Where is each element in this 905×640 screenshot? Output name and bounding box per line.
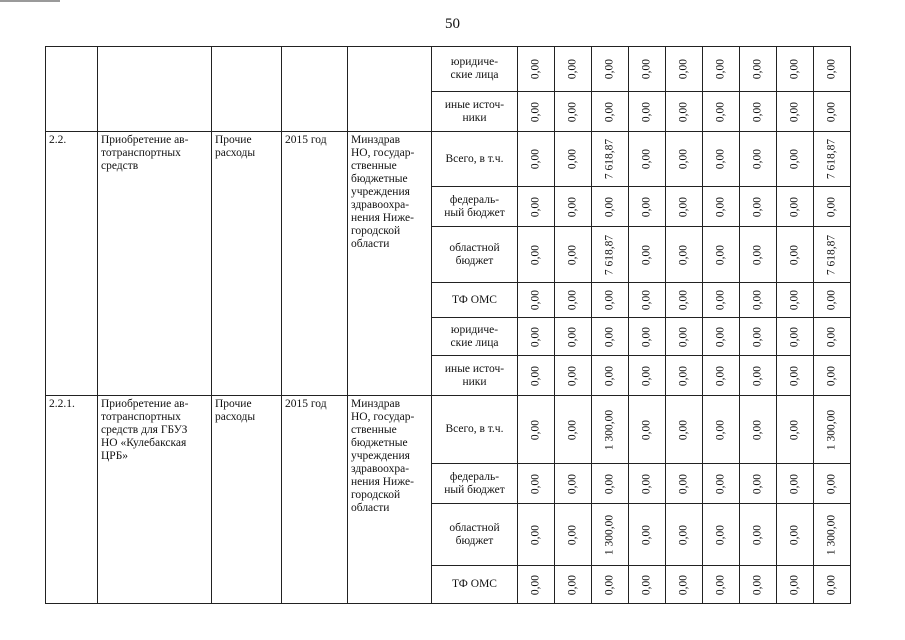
value-cell (666, 396, 703, 464)
value-text: 0,00 (751, 574, 764, 595)
value-text: 0,00 (788, 101, 801, 122)
value-cell (592, 396, 629, 464)
value-text: 0,00 (529, 196, 542, 217)
value-text: 0,00 (751, 289, 764, 311)
value-cell (814, 396, 851, 464)
value-cell (777, 396, 814, 464)
value-text: 0,00 (825, 289, 838, 311)
value-cell (629, 318, 666, 356)
value-cell (555, 356, 592, 396)
value-text: 1 300,00 (825, 409, 838, 450)
value-text: 1 300,00 (603, 514, 616, 555)
value-text: 0,00 (529, 524, 542, 545)
funding-source-cell: иные источ- ники (432, 92, 518, 132)
value-cell (666, 227, 703, 283)
value-text: 0,00 (603, 196, 616, 217)
value-text: 0,00 (825, 101, 838, 122)
value-cell (740, 187, 777, 227)
value-text: 7 618,87 (825, 234, 838, 275)
value-text: 0,00 (751, 101, 764, 122)
expense-type-cell (212, 47, 282, 132)
value-cell (814, 356, 851, 396)
value-text: 0,00 (603, 574, 616, 595)
value-cell (518, 356, 555, 396)
value-cell (703, 92, 740, 132)
value-cell (555, 566, 592, 604)
value-cell (518, 187, 555, 227)
value-text: 0,00 (788, 419, 801, 440)
value-text: 0,00 (751, 524, 764, 545)
value-text: 7 618,87 (603, 138, 616, 180)
value-text: 0,00 (640, 244, 653, 265)
value-cell (740, 464, 777, 504)
value-text: 1 300,00 (603, 409, 616, 450)
value-text: 0,00 (529, 58, 542, 80)
value-text: 0,00 (677, 326, 690, 347)
table-row (46, 132, 851, 187)
value-cell (592, 283, 629, 318)
value-text: 0,00 (640, 524, 653, 545)
value-cell (629, 227, 666, 283)
value-text: 7 618,87 (603, 234, 616, 275)
funding-source-cell: юридиче- ские лица (432, 318, 518, 356)
value-text: 0,00 (788, 574, 801, 595)
item-name-cell: Приобретение ав- тотранспортных средств для ГБУЗ НО «Кулебакская ЦРБ» (98, 396, 212, 604)
value-cell (740, 283, 777, 318)
value-cell (777, 132, 814, 187)
funding-source-cell: федераль- ный бюджет (432, 464, 518, 504)
value-text: 0,00 (529, 326, 542, 347)
executor-cell: Минздрав НО, государ- ственные бюджетные учреждения здравоохра- нения Ниже- городской области (348, 132, 432, 396)
value-text: 0,00 (677, 148, 690, 170)
value-text: 0,00 (714, 148, 727, 170)
period-cell (282, 47, 348, 132)
value-text: 0,00 (529, 289, 542, 311)
value-cell (555, 396, 592, 464)
value-text: 1 300,00 (825, 514, 838, 555)
value-cell (629, 566, 666, 604)
value-text: 0,00 (751, 326, 764, 347)
value-cell (592, 92, 629, 132)
value-cell (703, 356, 740, 396)
value-cell (777, 47, 814, 92)
value-cell (666, 92, 703, 132)
value-cell (814, 566, 851, 604)
value-text: 0,00 (566, 574, 579, 595)
value-cell (703, 283, 740, 318)
value-cell (703, 566, 740, 604)
value-text: 0,00 (714, 196, 727, 217)
value-text: 0,00 (566, 419, 579, 440)
value-cell (814, 187, 851, 227)
value-cell (555, 132, 592, 187)
value-text: 0,00 (566, 244, 579, 265)
value-text: 0,00 (640, 58, 653, 80)
value-cell (777, 464, 814, 504)
value-cell (666, 356, 703, 396)
value-text: 0,00 (640, 101, 653, 122)
value-text: 0,00 (529, 419, 542, 440)
value-text: 0,00 (751, 365, 764, 386)
value-cell (740, 227, 777, 283)
value-text: 0,00 (751, 148, 764, 170)
value-cell (703, 227, 740, 283)
value-text: 0,00 (603, 289, 616, 311)
value-text: 0,00 (788, 196, 801, 217)
value-text: 0,00 (529, 244, 542, 265)
value-cell (740, 566, 777, 604)
value-cell (814, 318, 851, 356)
value-cell (592, 464, 629, 504)
funding-source-cell: областной бюджет (432, 504, 518, 566)
value-text: 0,00 (640, 148, 653, 170)
value-cell (777, 187, 814, 227)
value-text: 0,00 (788, 326, 801, 347)
value-text: 0,00 (714, 289, 727, 311)
value-cell (740, 356, 777, 396)
value-text: 0,00 (566, 326, 579, 347)
value-text: 0,00 (751, 244, 764, 265)
value-cell (518, 566, 555, 604)
funding-source-cell: иные источ- ники (432, 356, 518, 396)
funding-source-cell: ТФ ОМС (432, 283, 518, 318)
value-cell (740, 132, 777, 187)
value-text: 0,00 (640, 473, 653, 494)
value-cell (777, 227, 814, 283)
value-text: 0,00 (603, 101, 616, 122)
value-cell (555, 504, 592, 566)
value-text: 0,00 (566, 473, 579, 494)
value-text: 0,00 (566, 196, 579, 217)
value-cell (777, 318, 814, 356)
value-cell (777, 566, 814, 604)
value-text: 0,00 (566, 365, 579, 386)
funding-source-cell: Всего, в т.ч. (432, 396, 518, 464)
funding-source-cell: федераль- ный бюджет (432, 187, 518, 227)
value-text: 0,00 (751, 473, 764, 494)
value-cell (666, 132, 703, 187)
funding-source-cell: юридиче- ские лица (432, 47, 518, 92)
value-cell (518, 47, 555, 92)
value-text: 0,00 (529, 473, 542, 494)
value-cell (740, 504, 777, 566)
value-text: 7 618,87 (825, 138, 838, 180)
value-text: 0,00 (788, 289, 801, 311)
value-cell (518, 396, 555, 464)
value-cell (814, 464, 851, 504)
table-row (46, 396, 851, 464)
value-text: 0,00 (529, 148, 542, 170)
value-cell (592, 227, 629, 283)
value-cell (592, 504, 629, 566)
value-cell (666, 464, 703, 504)
value-cell (666, 318, 703, 356)
value-cell (629, 283, 666, 318)
period-cell: 2015 год (282, 132, 348, 396)
value-cell (518, 132, 555, 187)
value-cell (814, 132, 851, 187)
value-text: 0,00 (714, 365, 727, 386)
funding-source-cell: ТФ ОМС (432, 566, 518, 604)
value-cell (629, 396, 666, 464)
value-text: 0,00 (529, 365, 542, 386)
value-text: 0,00 (751, 419, 764, 440)
value-text: 0,00 (714, 244, 727, 265)
value-text: 0,00 (677, 58, 690, 80)
value-cell (518, 283, 555, 318)
value-text: 0,00 (640, 419, 653, 440)
value-cell (629, 92, 666, 132)
value-cell (703, 464, 740, 504)
value-cell (703, 504, 740, 566)
value-text: 0,00 (751, 196, 764, 217)
value-cell (592, 187, 629, 227)
value-cell (777, 504, 814, 566)
value-text: 0,00 (825, 365, 838, 386)
item-number-cell (46, 47, 98, 132)
item-name-cell (98, 47, 212, 132)
value-cell (629, 356, 666, 396)
value-text: 0,00 (677, 524, 690, 545)
value-cell (666, 566, 703, 604)
value-text: 0,00 (566, 101, 579, 122)
item-name-cell: Приобретение ав- тотранспортных средств (98, 132, 212, 396)
executor-cell (348, 47, 432, 132)
value-text: 0,00 (714, 101, 727, 122)
value-text: 0,00 (640, 289, 653, 311)
value-text: 0,00 (603, 58, 616, 80)
value-text: 0,00 (788, 365, 801, 386)
value-text: 0,00 (566, 58, 579, 80)
value-cell (703, 132, 740, 187)
value-text: 0,00 (714, 58, 727, 80)
value-text: 0,00 (640, 574, 653, 595)
value-cell (592, 566, 629, 604)
value-cell (555, 92, 592, 132)
value-cell (592, 47, 629, 92)
value-text: 0,00 (677, 419, 690, 440)
value-cell (777, 92, 814, 132)
value-text: 0,00 (825, 326, 838, 347)
value-text: 0,00 (714, 326, 727, 347)
value-text: 0,00 (529, 101, 542, 122)
funding-source-cell: областной бюджет (432, 227, 518, 283)
value-text: 0,00 (714, 419, 727, 440)
value-cell (629, 504, 666, 566)
value-text: 0,00 (566, 289, 579, 311)
period-cell: 2015 год (282, 396, 348, 604)
value-cell (629, 132, 666, 187)
value-cell (740, 318, 777, 356)
value-text: 0,00 (640, 326, 653, 347)
value-text: 0,00 (603, 365, 616, 386)
item-number-cell: 2.2.1. (46, 396, 98, 604)
value-text: 0,00 (566, 148, 579, 170)
value-cell (629, 47, 666, 92)
value-cell (518, 504, 555, 566)
value-text: 0,00 (677, 101, 690, 122)
value-text: 0,00 (566, 524, 579, 545)
value-cell (740, 47, 777, 92)
value-text: 0,00 (825, 196, 838, 217)
value-cell (555, 187, 592, 227)
value-text: 0,00 (788, 244, 801, 265)
value-cell (814, 283, 851, 318)
value-cell (814, 227, 851, 283)
value-text: 0,00 (825, 58, 838, 80)
expense-type-cell: Прочие расходы (212, 132, 282, 396)
value-text: 0,00 (677, 574, 690, 595)
value-cell (592, 356, 629, 396)
value-text: 0,00 (788, 473, 801, 494)
table-row (46, 47, 851, 92)
value-cell (555, 283, 592, 318)
value-cell (666, 47, 703, 92)
executor-cell: Минздрав НО, государ- ственные бюджетные учреждения здравоохра- нения Ниже- городской области (348, 396, 432, 604)
value-cell (518, 464, 555, 504)
value-cell (666, 187, 703, 227)
value-text: 0,00 (677, 196, 690, 217)
value-cell (629, 464, 666, 504)
value-text: 0,00 (788, 524, 801, 545)
value-cell (666, 504, 703, 566)
value-cell (518, 92, 555, 132)
value-cell (777, 283, 814, 318)
value-cell (555, 464, 592, 504)
value-text: 0,00 (714, 574, 727, 595)
value-cell (518, 318, 555, 356)
value-cell (814, 47, 851, 92)
value-cell (703, 396, 740, 464)
item-number-cell: 2.2. (46, 132, 98, 396)
value-text: 0,00 (603, 326, 616, 347)
value-cell (555, 47, 592, 92)
value-text: 0,00 (529, 574, 542, 595)
page-number: 50 (445, 16, 460, 32)
value-cell (703, 187, 740, 227)
value-text: 0,00 (640, 196, 653, 217)
value-text: 0,00 (677, 365, 690, 386)
value-text: 0,00 (825, 473, 838, 494)
value-text: 0,00 (751, 58, 764, 80)
expense-type-cell: Прочие расходы (212, 396, 282, 604)
value-cell (777, 356, 814, 396)
value-cell (592, 318, 629, 356)
value-cell (814, 504, 851, 566)
value-cell (740, 396, 777, 464)
value-text: 0,00 (677, 289, 690, 311)
value-text: 0,00 (677, 244, 690, 265)
value-cell (592, 132, 629, 187)
value-cell (703, 318, 740, 356)
funding-source-cell: Всего, в т.ч. (432, 132, 518, 187)
value-cell (555, 318, 592, 356)
value-text: 0,00 (603, 473, 616, 494)
value-text: 0,00 (788, 148, 801, 170)
value-cell (518, 227, 555, 283)
value-cell (740, 92, 777, 132)
value-text: 0,00 (677, 473, 690, 494)
value-cell (555, 227, 592, 283)
value-text: 0,00 (788, 58, 801, 80)
value-cell (814, 92, 851, 132)
value-cell (703, 47, 740, 92)
value-cell (629, 187, 666, 227)
value-text: 0,00 (825, 574, 838, 595)
value-text: 0,00 (640, 365, 653, 386)
value-text: 0,00 (714, 524, 727, 545)
value-cell (666, 283, 703, 318)
value-text: 0,00 (714, 473, 727, 494)
scan-artifact-line (0, 0, 60, 2)
budget-table (45, 46, 851, 604)
